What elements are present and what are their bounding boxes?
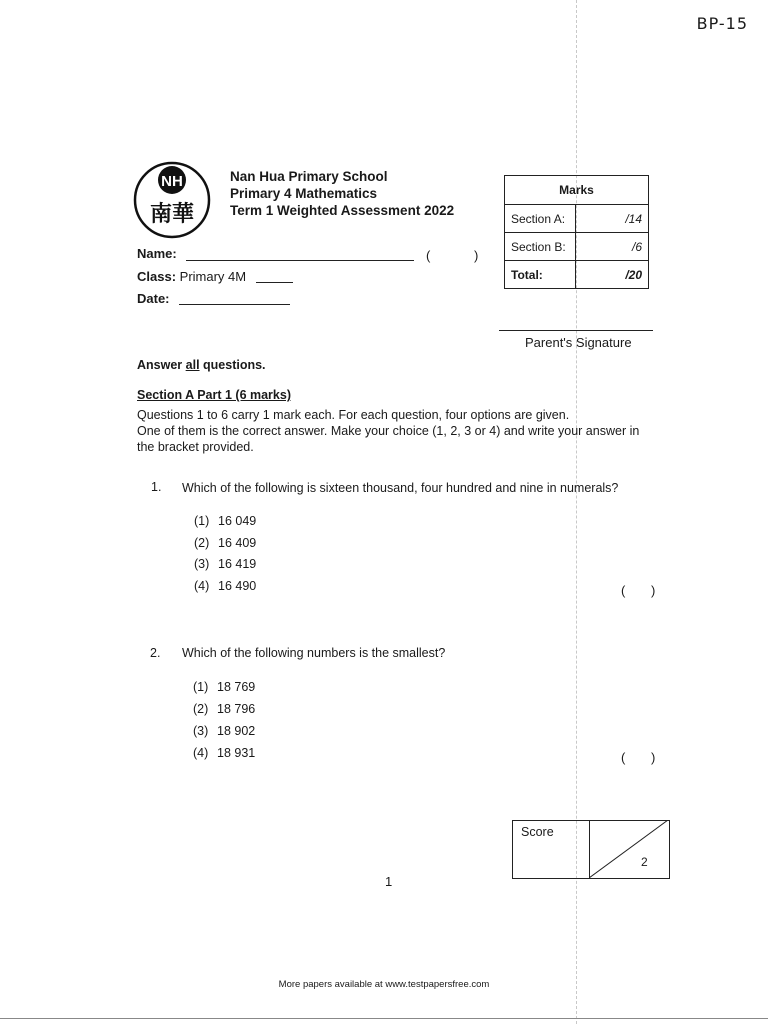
class-field xyxy=(137,269,246,284)
class-value: Primary 4M xyxy=(179,269,247,284)
question-1-text: Which of the following is sixteen thousand, four hundred and nine in numerals? xyxy=(182,481,619,495)
instruction-after: questions. xyxy=(199,358,266,372)
assessment-title: Term 1 Weighted Assessment 2022 xyxy=(230,203,455,218)
question-2-option-4 xyxy=(193,746,255,760)
option-value: 18 931 xyxy=(217,746,256,760)
logo-chinese-name: 南華 xyxy=(149,202,195,227)
section-desc-line: One of them is the correct answer. Make your choice (1, 2, 3 or 4) and write your answer in xyxy=(137,424,640,438)
option-value: 16 490 xyxy=(218,579,257,593)
option-value: 18 902 xyxy=(217,724,256,738)
section-desc-line: the bracket provided. xyxy=(137,440,254,454)
instruction-text xyxy=(137,358,266,372)
parent-signature-label: Parent's Signature xyxy=(525,335,632,350)
footer-text: More papers available at www.testpapersfree.com xyxy=(278,979,490,990)
question-2-option-3 xyxy=(193,724,255,738)
question-1-number: 1. xyxy=(151,480,162,494)
section-title: Section A Part 1 (6 marks) xyxy=(137,388,291,402)
question-1-option-3 xyxy=(194,557,256,571)
question-2-option-2 xyxy=(193,702,255,716)
option-number: (4) xyxy=(194,579,210,593)
score-diagonal xyxy=(589,820,669,878)
school-logo xyxy=(131,161,213,239)
document-code: BP-15 xyxy=(696,14,748,33)
page-number: 1 xyxy=(385,874,393,889)
total-label: Total: xyxy=(505,261,576,289)
section-a-label: Section A: xyxy=(505,205,576,233)
option-value: 16 049 xyxy=(218,514,257,528)
signature-line[interactable] xyxy=(499,330,653,331)
option-value: 18 796 xyxy=(217,702,256,716)
table-row xyxy=(505,205,649,233)
question-2-option-1 xyxy=(193,680,255,694)
question-2-answer-bracket[interactable]: ( ) xyxy=(621,750,656,765)
table-row xyxy=(505,261,649,289)
logo-initials: NH xyxy=(161,173,183,190)
score-label: Score xyxy=(521,825,554,839)
marks-table xyxy=(504,175,649,289)
total-value: /20 xyxy=(576,261,649,289)
option-number: (3) xyxy=(194,557,210,571)
option-number: (2) xyxy=(193,702,209,716)
subject-title: Primary 4 Mathematics xyxy=(230,186,378,201)
question-1-option-2 xyxy=(194,536,256,550)
question-1-option-1 xyxy=(194,514,256,528)
option-number: (2) xyxy=(194,536,210,550)
option-number: (4) xyxy=(193,746,209,760)
register-bracket-open: ( xyxy=(426,248,431,263)
section-a-value: /14 xyxy=(576,205,649,233)
date-input-line[interactable] xyxy=(179,304,290,305)
bottom-rule xyxy=(0,1018,768,1019)
class-input-line[interactable] xyxy=(256,282,293,283)
section-b-label: Section B: xyxy=(505,233,576,261)
instruction-before: Answer xyxy=(137,358,186,372)
school-name: Nan Hua Primary School xyxy=(230,169,388,184)
option-value: 18 769 xyxy=(217,680,256,694)
option-number: (1) xyxy=(194,514,210,528)
question-2-number: 2. xyxy=(150,646,161,660)
option-number: (1) xyxy=(193,680,209,694)
section-description xyxy=(137,407,697,455)
option-value: 16 409 xyxy=(218,536,257,550)
marks-table-title: Marks xyxy=(505,176,649,205)
section-desc-line: Questions 1 to 6 carry 1 mark each. For each question, four options are given. xyxy=(137,408,570,422)
question-2-text: Which of the following numbers is the smallest? xyxy=(182,646,446,660)
table-row xyxy=(505,233,649,261)
option-value: 16 419 xyxy=(218,557,257,571)
instruction-emphasis: all xyxy=(185,358,200,372)
date-label: Date: xyxy=(137,291,170,306)
section-b-value: /6 xyxy=(576,233,649,261)
name-label: Name: xyxy=(137,246,177,261)
question-1-answer-bracket[interactable]: ( ) xyxy=(621,583,656,598)
class-label: Class: xyxy=(137,269,177,284)
name-input-line[interactable] xyxy=(186,260,414,261)
question-1-option-4 xyxy=(194,579,256,593)
register-bracket-close: ) xyxy=(474,248,479,263)
option-number: (3) xyxy=(193,724,209,738)
score-total: 2 xyxy=(641,855,648,869)
